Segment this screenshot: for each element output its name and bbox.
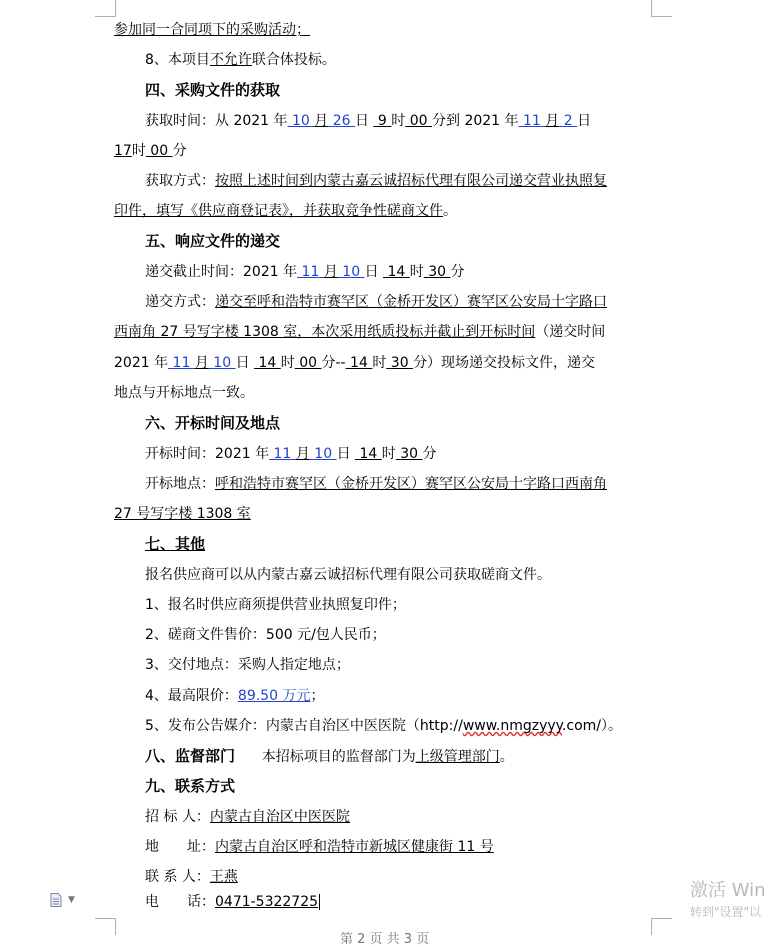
document-icon[interactable] bbox=[50, 893, 62, 907]
list-item: 4、最高限价：89.50 万元； bbox=[145, 688, 325, 704]
text-line: 报名供应商可以从内蒙古嘉云诚招标代理有限公司获取磋商文件。 bbox=[145, 567, 551, 583]
text-line: 获取方式：按照上述时间到内蒙古嘉云诚招标代理有限公司递交营业执照复 bbox=[145, 173, 607, 189]
contact-row: 地 址：内蒙古自治区呼和浩特市新城区健康街 11 号 bbox=[145, 839, 494, 855]
page-footer: 第 2 页 共 3 页 bbox=[340, 932, 430, 947]
section-heading: 四、采购文件的获取 bbox=[145, 81, 281, 99]
section-heading: 六、开标时间及地点 bbox=[145, 414, 281, 432]
text-line: 2021 年 11 月 10 日 14 时 00 分-- 14 时 30 分）现场递交投标文件，递交 bbox=[114, 355, 596, 371]
section-heading: 九、联系方式 bbox=[145, 777, 236, 795]
text-line: 获取时间：从 2021 年 10 月 26 日 9 时 00 分到 2021 年 11 月 2 日 bbox=[145, 113, 592, 129]
text-line: 西南角 27 号写字楼 1308 室，本次采用纸质投标并截止到开标时间（递交时间 bbox=[114, 324, 606, 340]
text-line: 8、本项目不允许联合体投标。 bbox=[145, 52, 336, 68]
crop-mark-top-right bbox=[651, 0, 672, 17]
list-item: 2、磋商文件售价：500 元/包人民币； bbox=[145, 627, 386, 643]
crop-mark-bottom-right bbox=[651, 918, 672, 935]
activation-watermark-sub: 转到"设置"以 bbox=[690, 905, 762, 919]
text-line: 递交截止时间：2021 年 11 月 10 日 14 时 30 分 bbox=[145, 264, 465, 280]
text-cursor bbox=[319, 894, 320, 910]
list-item: 5、发布公告媒介：内蒙古自治区中医医院（http://www.nmgzyyy.com/）。 bbox=[145, 718, 623, 734]
crop-mark-top-left bbox=[95, 0, 116, 17]
contact-row: 联 系 人：王燕 bbox=[145, 869, 238, 885]
text-line: 开标地点：呼和浩特市赛罕区（金桥开发区）赛罕区公安局十字路口西南角 bbox=[145, 476, 607, 492]
text-line: 27 号写字楼 1308 室 bbox=[114, 506, 251, 522]
text-line: 八、监督部门 本招标项目的监督部门为上级管理部门。 bbox=[145, 747, 514, 765]
list-item: 1、报名时供应商须提供营业执照复印件； bbox=[145, 597, 406, 613]
activation-watermark: 激活 Win bbox=[690, 880, 766, 901]
section-heading: 五、响应文件的递交 bbox=[145, 232, 281, 250]
list-item: 3、交付地点：采购人指定地点； bbox=[145, 657, 350, 673]
text-line: 印件，填写《供应商登记表》，并获取竞争性磋商文件。 bbox=[114, 203, 457, 219]
section-heading: 七、其他 bbox=[145, 535, 206, 553]
contact-row: 电 话：0471-5322725 bbox=[145, 894, 319, 910]
chevron-down-icon[interactable]: ▼ bbox=[68, 895, 75, 905]
text-line: 参加同一合同项下的采购活动； bbox=[114, 22, 310, 38]
text-line: 17时 00 分 bbox=[114, 143, 187, 159]
text-line: 递交方式：递交至呼和浩特市赛罕区（金桥开发区）赛罕区公安局十字路口 bbox=[145, 294, 607, 310]
contact-row: 招 标 人：内蒙古自治区中医医院 bbox=[145, 809, 350, 825]
crop-mark-bottom-left bbox=[95, 918, 116, 935]
text-line: 开标时间：2021 年 11 月 10 日 14 时 30 分 bbox=[145, 446, 437, 462]
text-line: 地点与开标地点一致。 bbox=[114, 385, 254, 401]
